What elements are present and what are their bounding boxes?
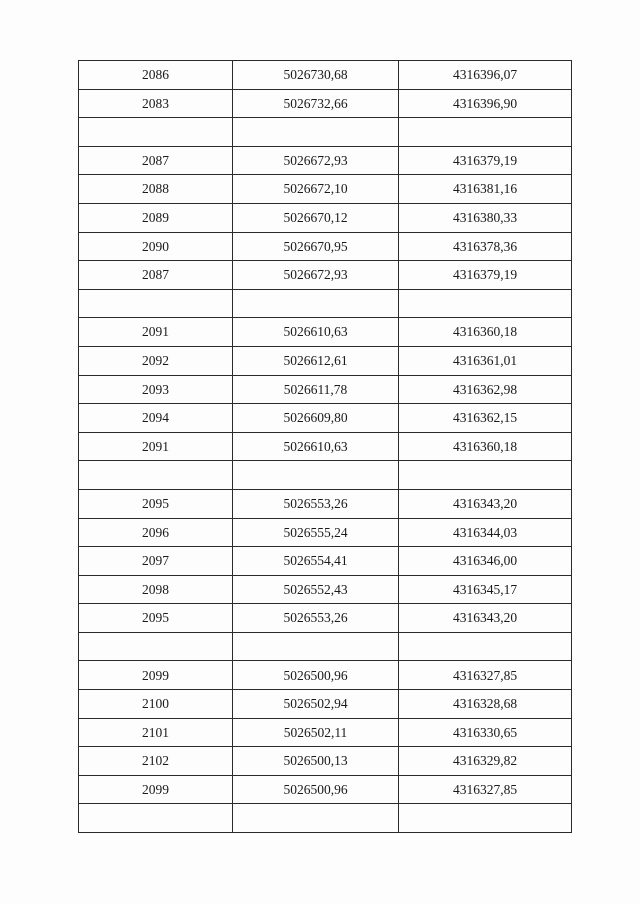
table-row: [79, 604, 572, 633]
table-row: [79, 61, 572, 90]
x-coordinate-cell: 5026553,26: [233, 604, 399, 633]
table-row: [79, 261, 572, 290]
x-coordinate-cell: 5026670,95: [233, 232, 399, 261]
point-number-cell: 2086: [79, 61, 233, 90]
y-coordinate-cell: 4316379,19: [399, 261, 572, 290]
y-coordinate-cell: 4316345,17: [399, 575, 572, 604]
x-coordinate-cell: 5026730,68: [233, 61, 399, 90]
x-coordinate-cell: 5026552,43: [233, 575, 399, 604]
y-coordinate-cell: 4316329,82: [399, 747, 572, 776]
table-row: [79, 289, 572, 318]
x-coordinate-cell: [233, 804, 399, 833]
x-coordinate-cell: 5026500,13: [233, 747, 399, 776]
y-coordinate-cell: [399, 632, 572, 661]
y-coordinate-cell: 4316346,00: [399, 547, 572, 576]
x-coordinate-cell: 5026502,94: [233, 690, 399, 719]
table-row: [79, 432, 572, 461]
point-number-cell: 2087: [79, 261, 233, 290]
point-number-cell: 2092: [79, 346, 233, 375]
x-coordinate-cell: 5026732,66: [233, 89, 399, 118]
y-coordinate-cell: 4316396,90: [399, 89, 572, 118]
table-row: [79, 203, 572, 232]
x-coordinate-cell: 5026610,63: [233, 432, 399, 461]
x-coordinate-cell: 5026610,63: [233, 318, 399, 347]
table-row: [79, 346, 572, 375]
table-row: [79, 89, 572, 118]
x-coordinate-cell: 5026672,10: [233, 175, 399, 204]
point-number-cell: 2083: [79, 89, 233, 118]
point-number-cell: 2089: [79, 203, 233, 232]
point-number-cell: [79, 461, 233, 490]
table-row: [79, 375, 572, 404]
x-coordinate-cell: [233, 632, 399, 661]
y-coordinate-cell: 4316360,18: [399, 432, 572, 461]
point-number-cell: 2088: [79, 175, 233, 204]
y-coordinate-cell: 4316379,19: [399, 146, 572, 175]
y-coordinate-cell: 4316344,03: [399, 518, 572, 547]
table-row: [79, 146, 572, 175]
y-coordinate-cell: [399, 461, 572, 490]
y-coordinate-cell: [399, 289, 572, 318]
y-coordinate-cell: [399, 804, 572, 833]
y-coordinate-cell: 4316361,01: [399, 346, 572, 375]
table-row: [79, 690, 572, 719]
point-number-cell: 2099: [79, 661, 233, 690]
point-number-cell: [79, 632, 233, 661]
y-coordinate-cell: 4316343,20: [399, 604, 572, 633]
table-row: [79, 747, 572, 776]
table-row: [79, 547, 572, 576]
coordinates-table-body: [79, 61, 572, 833]
x-coordinate-cell: [233, 289, 399, 318]
point-number-cell: 2098: [79, 575, 233, 604]
point-number-cell: 2093: [79, 375, 233, 404]
point-number-cell: 2096: [79, 518, 233, 547]
x-coordinate-cell: [233, 118, 399, 147]
point-number-cell: 2100: [79, 690, 233, 719]
x-coordinate-cell: 5026500,96: [233, 775, 399, 804]
x-coordinate-cell: 5026500,96: [233, 661, 399, 690]
point-number-cell: 2090: [79, 232, 233, 261]
y-coordinate-cell: 4316327,85: [399, 661, 572, 690]
table-row: [79, 575, 572, 604]
table-row: [79, 461, 572, 490]
table-row: [79, 804, 572, 833]
point-number-cell: 2095: [79, 489, 233, 518]
table-row: [79, 404, 572, 433]
x-coordinate-cell: 5026502,11: [233, 718, 399, 747]
y-coordinate-cell: 4316362,15: [399, 404, 572, 433]
point-number-cell: 2101: [79, 718, 233, 747]
x-coordinate-cell: 5026672,93: [233, 261, 399, 290]
x-coordinate-cell: 5026611,78: [233, 375, 399, 404]
x-coordinate-cell: 5026670,12: [233, 203, 399, 232]
y-coordinate-cell: 4316328,68: [399, 690, 572, 719]
y-coordinate-cell: 4316343,20: [399, 489, 572, 518]
table-row: [79, 318, 572, 347]
x-coordinate-cell: 5026612,61: [233, 346, 399, 375]
point-number-cell: 2097: [79, 547, 233, 576]
point-number-cell: 2102: [79, 747, 233, 776]
y-coordinate-cell: 4316330,65: [399, 718, 572, 747]
y-coordinate-cell: 4316362,98: [399, 375, 572, 404]
table-row: [79, 661, 572, 690]
table-row: [79, 632, 572, 661]
point-number-cell: 2099: [79, 775, 233, 804]
table-row: [79, 175, 572, 204]
point-number-cell: 2091: [79, 318, 233, 347]
table-row: [79, 232, 572, 261]
y-coordinate-cell: 4316380,33: [399, 203, 572, 232]
table-row: [79, 118, 572, 147]
table-row: [79, 718, 572, 747]
point-number-cell: 2091: [79, 432, 233, 461]
x-coordinate-cell: 5026555,24: [233, 518, 399, 547]
y-coordinate-cell: 4316396,07: [399, 61, 572, 90]
y-coordinate-cell: 4316360,18: [399, 318, 572, 347]
point-number-cell: [79, 118, 233, 147]
table-row: [79, 775, 572, 804]
y-coordinate-cell: 4316327,85: [399, 775, 572, 804]
x-coordinate-cell: 5026553,26: [233, 489, 399, 518]
coordinates-table: [78, 60, 572, 833]
x-coordinate-cell: 5026672,93: [233, 146, 399, 175]
table-row: [79, 489, 572, 518]
point-number-cell: 2095: [79, 604, 233, 633]
point-number-cell: 2094: [79, 404, 233, 433]
y-coordinate-cell: [399, 118, 572, 147]
x-coordinate-cell: 5026554,41: [233, 547, 399, 576]
y-coordinate-cell: 4316381,16: [399, 175, 572, 204]
y-coordinate-cell: 4316378,36: [399, 232, 572, 261]
point-number-cell: 2087: [79, 146, 233, 175]
x-coordinate-cell: [233, 461, 399, 490]
point-number-cell: [79, 289, 233, 318]
x-coordinate-cell: 5026609,80: [233, 404, 399, 433]
table-row: [79, 518, 572, 547]
point-number-cell: [79, 804, 233, 833]
